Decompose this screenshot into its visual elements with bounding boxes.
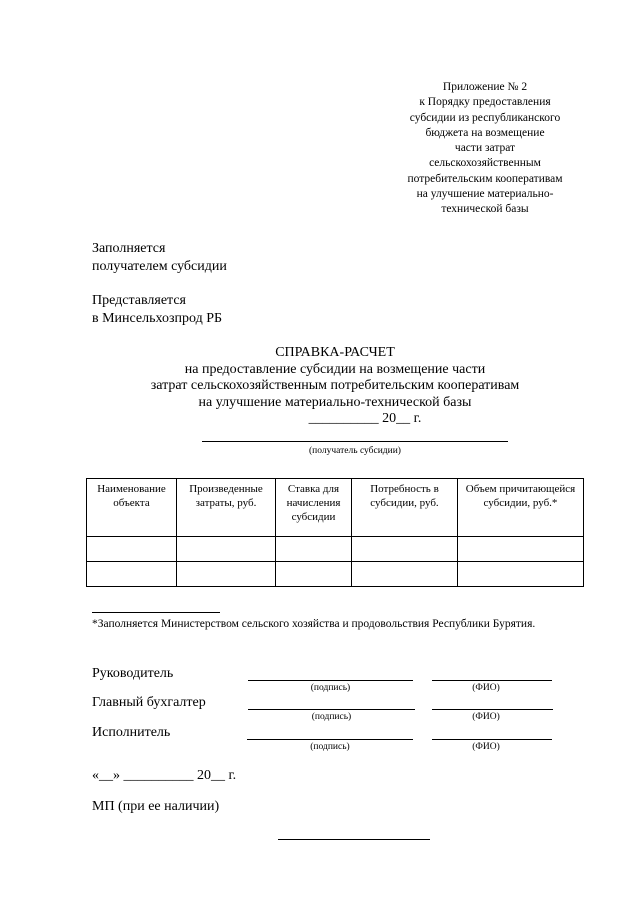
submitted-to-line: в Минсельхозпрод РБ [92, 311, 223, 326]
name-line-head[interactable] [432, 680, 552, 681]
name-caption: (ФИО) [472, 742, 500, 752]
name-line-executor[interactable] [432, 739, 552, 740]
appendix-line: Приложение № 2 [442, 81, 528, 93]
document-title [100, 345, 570, 428]
sign-caption: (подпись) [310, 683, 351, 693]
stamp-label: МП (при ее наличии) [92, 799, 220, 814]
title-subtitle-line: на предоставление субсидии на возмещение части [184, 361, 486, 377]
signature-line-head[interactable] [248, 680, 413, 681]
appendix-line: бюджета на возмещение [425, 126, 545, 139]
appendix-line: на улучшение материально- [416, 188, 554, 201]
appendix-note [380, 80, 590, 218]
table-cell[interactable] [87, 537, 177, 562]
signature-line-accountant[interactable] [248, 709, 415, 710]
table-cell[interactable] [177, 537, 276, 562]
table-cell[interactable] [352, 537, 458, 562]
column-header-costs: Произведенные затраты, руб. [177, 479, 276, 537]
table-cell[interactable] [458, 562, 584, 587]
table-cell[interactable] [352, 562, 458, 587]
column-header-object: Наименование объекта [87, 479, 177, 537]
appendix-line: технической базы [441, 203, 529, 216]
submitted-to-line: Представляется [92, 293, 186, 308]
column-header-subsidy-amount: Объем причитающейся субсидии, руб.* [458, 479, 584, 537]
title-date-line[interactable]: __________ 20__ г. [308, 411, 422, 426]
appendix-line: сельскохозяйственным [429, 157, 541, 170]
appendix-line: части затрат [454, 142, 516, 155]
column-header-need: Потребность в субсидии, руб. [352, 479, 458, 537]
recipient-field-line[interactable] [202, 441, 508, 442]
signature-role-accountant: Главный бухгалтер [92, 695, 206, 710]
table-row [87, 562, 584, 587]
signature-role-head: Руководитель [92, 666, 174, 681]
sign-caption: (подпись) [310, 742, 350, 752]
name-caption: (ФИО) [472, 712, 500, 722]
table-cell[interactable] [458, 537, 584, 562]
filled-by-line: получателем субсидии [92, 259, 227, 274]
filled-by-note [92, 240, 227, 276]
calculation-table [86, 478, 584, 587]
title-heading: СПРАВКА-РАСЧЕТ [275, 345, 395, 360]
title-subtitle-line: на улучшение материально-технической базы [198, 394, 472, 410]
table-cell[interactable] [177, 562, 276, 587]
submitted-to-note [92, 292, 222, 328]
recipient-caption: (получатель субсидии) [309, 446, 401, 456]
signature-line-executor[interactable] [247, 739, 413, 740]
name-caption: (ФИО) [472, 683, 500, 693]
table-header-row [87, 479, 584, 537]
appendix-line: субсидии из республиканского [409, 111, 561, 124]
appendix-line: потребительским кооперативам [407, 172, 563, 185]
signature-role-executor: Исполнитель [92, 725, 171, 740]
footnote-separator [92, 612, 220, 613]
table-row [87, 537, 584, 562]
table-cell[interactable] [87, 562, 177, 587]
date-row[interactable]: «__» __________ 20__ г. [92, 768, 237, 783]
name-line-accountant[interactable] [432, 709, 553, 710]
table-cell[interactable] [276, 537, 352, 562]
footnote: *Заполняется Министерством сельского хозяйства и продовольствия Республики Бурятия. [92, 618, 536, 630]
filled-by-line: Заполняется [92, 241, 166, 256]
sign-caption: (подпись) [311, 712, 352, 722]
appendix-line: к Порядку предоставления [419, 96, 551, 109]
final-signature-line[interactable] [278, 839, 430, 840]
table-cell[interactable] [276, 562, 352, 587]
column-header-rate: Ставка для начисления субсидии [276, 479, 352, 537]
title-subtitle-line: затрат сельскохозяйственным потребительским кооперативам [150, 378, 520, 393]
